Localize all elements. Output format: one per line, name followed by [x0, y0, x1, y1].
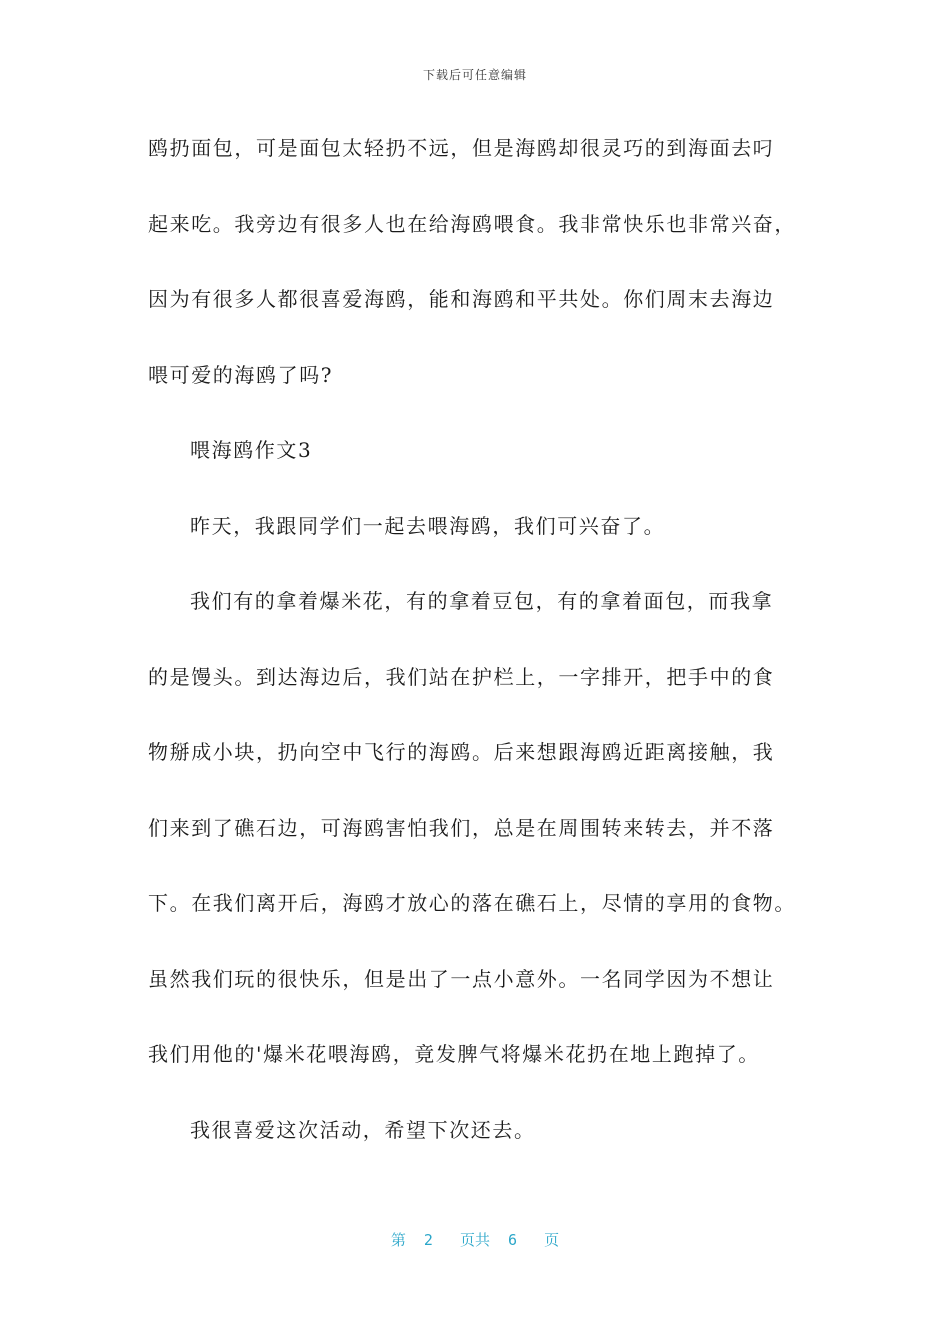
- paragraph-line: 喂可爱的海鸥了吗?: [148, 362, 334, 387]
- page-footer: 第 2 页共 6 页: [390, 1231, 560, 1249]
- page-header: 下载后可任意编辑: [422, 68, 527, 82]
- paragraph-line: 的是馒头。到达海边后，我们站在护栏上，一字排开，把手中的食: [148, 664, 775, 689]
- paragraph-line: 昨天，我跟同学们一起去喂海鸥，我们可兴奋了。: [190, 513, 666, 538]
- paragraph-line: 们来到了礁石边，可海鸥害怕我们，总是在周围转来转去，并不落: [148, 815, 775, 840]
- paragraph-line: 我们用他的'爆米花喂海鸥，竟发脾气将爆米花扔在地上跑掉了。: [148, 1042, 760, 1066]
- paragraph-line: 我们有的拿着爆米花，有的拿着豆包，有的拿着面包，而我拿: [190, 589, 774, 613]
- paragraph-line: 下。在我们离开后，海鸥才放心的落在礁石上，尽情的享用的食物。: [148, 891, 796, 915]
- paragraph-line: 我很喜爱这次活动，希望下次还去。: [190, 1117, 536, 1142]
- document-body: [148, 125, 818, 1182]
- paragraph-line: 物掰成小块，扔向空中飞行的海鸥。后来想跟海鸥近距离接触，我: [148, 740, 775, 764]
- section-heading: 喂海鸥作文3: [190, 438, 313, 462]
- paragraph-line: 鸥扔面包，可是面包太轻扔不远，但是海鸥却很灵巧的到海面去叼: [148, 136, 775, 160]
- paragraph-line: 起来吃。我旁边有很多人也在给海鸥喂食。我非常快乐也非常兴奋，: [148, 211, 796, 236]
- paragraph-line: 虽然我们玩的很快乐，但是出了一点小意外。一名同学因为不想让: [148, 966, 775, 991]
- paragraph-line: 因为有很多人都很喜爱海鸥，能和海鸥和平共处。你们周末去海边: [148, 287, 775, 311]
